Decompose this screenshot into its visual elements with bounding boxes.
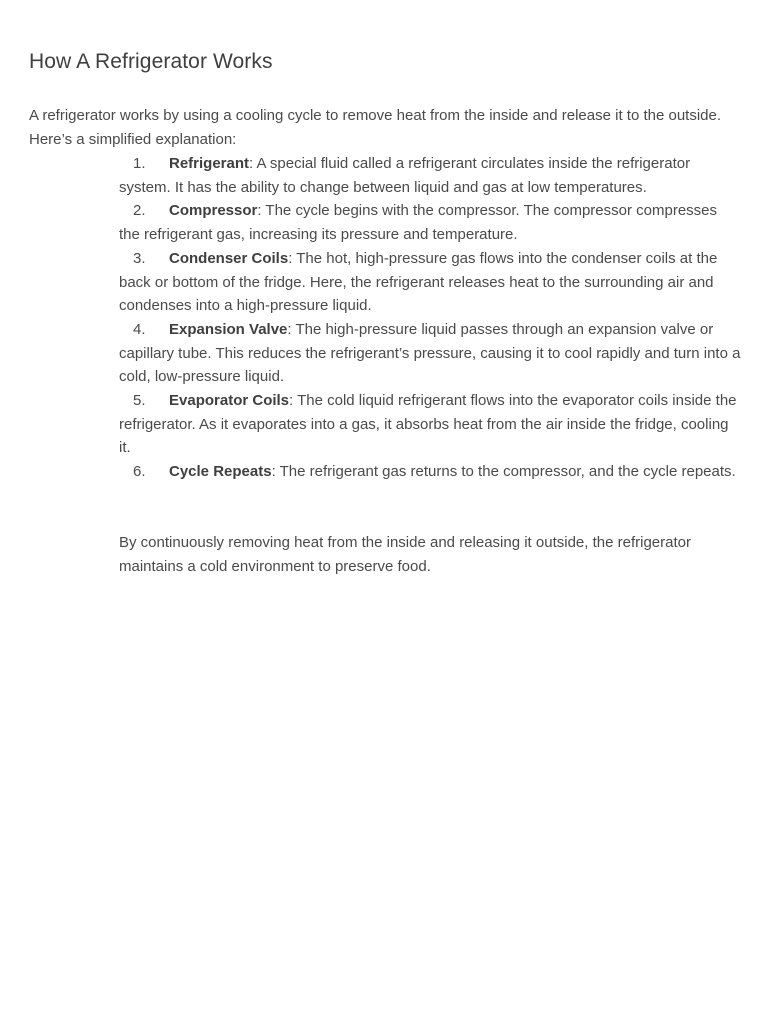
step-term: Condenser Coils (169, 249, 289, 267)
page-title: How A Refrigerator Works (29, 50, 273, 73)
steps-list (119, 152, 741, 484)
list-item (119, 199, 741, 246)
step-number: 4. (133, 320, 146, 338)
list-item (119, 389, 741, 460)
step-term: Expansion Valve (169, 320, 288, 338)
step-term: Refrigerant (169, 155, 250, 172)
list-item (119, 318, 741, 389)
step-number: 3. (133, 249, 146, 267)
step-text: : The high-pressure liquid passes through an expansion valve or capillary tube. This reduces the refrigerant’s pressure, causing it to cool rapidly and turn into a cold, low-pressure liquid. (119, 320, 741, 386)
step-text: : A special fluid called a refrigerant circulates inside the refrigerator system. It has the ability to change between liquid and gas at low temperatures. (119, 155, 691, 196)
step-text: : The hot, high-pressure gas flows into the condenser coils at the back or bottom of the fridge. Here, the refrigerant releases heat to the surrounding air and condenses into a high-pressure liquid. (119, 249, 718, 315)
step-text: : The refrigerant gas returns to the compressor, and the cycle repeats. (271, 463, 736, 481)
step-term: Evaporator Coils (169, 392, 290, 410)
step-number: 5. (133, 392, 146, 410)
step-number: 6. (133, 463, 146, 481)
list-item (119, 152, 741, 199)
list-item (119, 247, 741, 318)
intro-paragraph: A refrigerator works by using a cooling cycle to remove heat from the inside and release it to the outside. Here’s a simplified explanation: (29, 107, 722, 148)
list-item (119, 460, 741, 484)
step-number: 1. (133, 155, 146, 172)
step-text: : The cycle begins with the compressor. The compressor compresses the refrigerant gas, increasing its pressure and temperature. (119, 202, 717, 244)
step-term: Compressor (169, 202, 258, 220)
step-text: : The cold liquid refrigerant flows into the evaporator coils inside the refrigerator. As it evaporates into a gas, it absorbs heat from the air inside the fridge, cooling it. (119, 392, 737, 457)
step-term: Cycle Repeats (169, 463, 272, 481)
step-number: 2. (133, 202, 146, 220)
closing-paragraph: By continuously removing heat from the inside and releasing it outside, the refrigerator maintains a cold environment to preserve food. (119, 534, 691, 575)
